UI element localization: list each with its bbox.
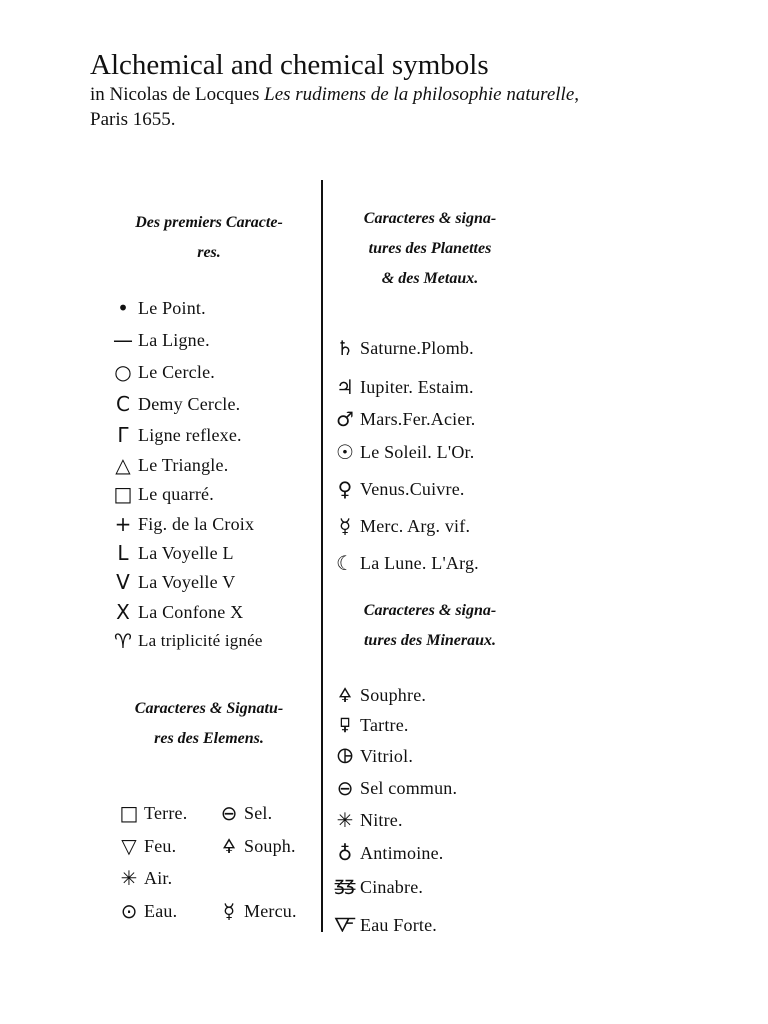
list-item: 🜍 Souphre. bbox=[330, 680, 426, 710]
list-item: ⊙ Eau. ☿ Mercu. bbox=[114, 896, 297, 926]
list-item: V La Voyelle V bbox=[108, 567, 235, 597]
cross-icon: + bbox=[114, 512, 132, 536]
moon-icon: ☾ bbox=[336, 551, 354, 575]
list-item: ♁ Antimoine. bbox=[330, 838, 444, 868]
list-item: + Fig. de la Croix bbox=[108, 509, 254, 539]
list-item: ⊖ Sel commun. bbox=[330, 773, 457, 803]
list-item: C Demy Cercle. bbox=[108, 389, 240, 419]
list-item: □ Le quarré. bbox=[108, 479, 214, 509]
letter-l-icon: L bbox=[117, 541, 129, 565]
list-item: ☉ Le Soleil. L'Or. bbox=[330, 437, 474, 467]
list-item: ♃ Iupiter. Estaim. bbox=[330, 372, 474, 402]
list-item: ☿ Merc. Arg. vif. bbox=[330, 511, 470, 541]
nitre-icon: ✳ bbox=[336, 808, 354, 832]
jupiter-icon: ♃ bbox=[336, 375, 354, 399]
subtitle-place-date: Paris 1655. bbox=[90, 109, 176, 130]
list-item: 🜖 Vitriol. bbox=[330, 741, 413, 771]
first-characters-heading: Des premiers Caracte- res. bbox=[135, 214, 283, 261]
list-item: 🜓 Cinabre. bbox=[330, 872, 423, 902]
book-title: Les rudimens de la philosophie naturelle bbox=[264, 84, 575, 105]
vitriol-icon: 🜖 bbox=[336, 744, 354, 768]
list-item: • Le Point. bbox=[108, 293, 206, 323]
list-item: △ Le Triangle. bbox=[108, 450, 228, 480]
scanned-table bbox=[100, 180, 530, 932]
letter-x-icon: X bbox=[116, 600, 130, 624]
saturn-icon: ♄ bbox=[336, 336, 354, 360]
page-title: Alchemical and chemical symbols bbox=[90, 49, 489, 81]
reflex-line-icon: Γ bbox=[117, 423, 129, 447]
mercury-icon: ☿ bbox=[222, 899, 236, 923]
list-item: ♂ Mars.Fer.Acier. bbox=[330, 404, 475, 434]
triangle-icon: △ bbox=[115, 453, 131, 477]
aqua-fortis-icon: 🜅 bbox=[333, 913, 357, 932]
sulfur-icon: 🜍 bbox=[337, 683, 353, 707]
list-item: ♄ Saturne.Plomb. bbox=[330, 333, 474, 363]
page-subtitle bbox=[90, 82, 730, 132]
point-icon: • bbox=[117, 296, 129, 320]
venus-icon: ♀ bbox=[337, 477, 353, 501]
list-item: 🜿 Tartre. bbox=[330, 710, 409, 740]
down-triangle-icon: ▽ bbox=[121, 834, 137, 858]
sun-icon: ☉ bbox=[336, 440, 354, 464]
line-icon: — bbox=[113, 328, 133, 352]
aries-icon: ♈ bbox=[114, 629, 132, 653]
minerals-heading: Caracteres & signa- tures des Mineraux. bbox=[363, 602, 497, 649]
subtitle-suffix: , bbox=[574, 84, 580, 105]
list-item: X La Confone X bbox=[108, 597, 243, 627]
antimony-icon: ♁ bbox=[337, 841, 353, 865]
sulfur-icon: 🜍 bbox=[221, 834, 237, 858]
list-item: Γ Ligne reflexe. bbox=[108, 420, 242, 450]
letter-v-icon: V bbox=[116, 570, 130, 594]
square-icon: □ bbox=[113, 482, 133, 506]
elements-heading: Caracteres & Signatu- res des Elemens. bbox=[134, 700, 284, 747]
list-item: ✳ Nitre. bbox=[330, 805, 403, 835]
salt-icon: ⊖ bbox=[336, 776, 354, 800]
subtitle-prefix: in Nicolas de Locques bbox=[90, 84, 265, 105]
column-divider bbox=[321, 180, 323, 932]
list-item: □ Terre. ⊖ Sel. bbox=[114, 798, 272, 828]
list-item: ♀ Venus.Cuivre. bbox=[330, 474, 465, 504]
list-item: ☾ La Lune. L'Arg. bbox=[330, 548, 479, 578]
list-item: ○ Le Cercle. bbox=[108, 357, 215, 387]
square-icon: □ bbox=[119, 801, 139, 825]
circle-icon: ○ bbox=[114, 360, 132, 384]
salt-icon: ⊖ bbox=[220, 801, 238, 825]
list-item: ▽ Feu. 🜍 Souph. bbox=[114, 831, 296, 861]
list-item: L La Voyelle L bbox=[108, 538, 234, 568]
list-item: — La Ligne. bbox=[108, 325, 210, 355]
cinnabar-icon: 🜓 bbox=[333, 875, 357, 899]
page-header bbox=[90, 48, 730, 132]
mars-icon: ♂ bbox=[336, 407, 354, 431]
planets-heading: Caracteres & signa- tures des Planettes & des Metaux. bbox=[363, 210, 497, 287]
asterisk-icon: ✳ bbox=[120, 866, 138, 890]
half-circle-icon: C bbox=[116, 392, 130, 416]
tartar-icon: 🜿 bbox=[339, 713, 351, 737]
circle-dot-icon: ⊙ bbox=[120, 899, 138, 923]
list-item: ✳ Air. bbox=[114, 863, 172, 893]
list-item: 🜅 Eau Forte. bbox=[330, 910, 437, 932]
list-item: ♈ La triplicité ignée bbox=[108, 626, 263, 656]
mercury-icon: ☿ bbox=[338, 514, 352, 538]
